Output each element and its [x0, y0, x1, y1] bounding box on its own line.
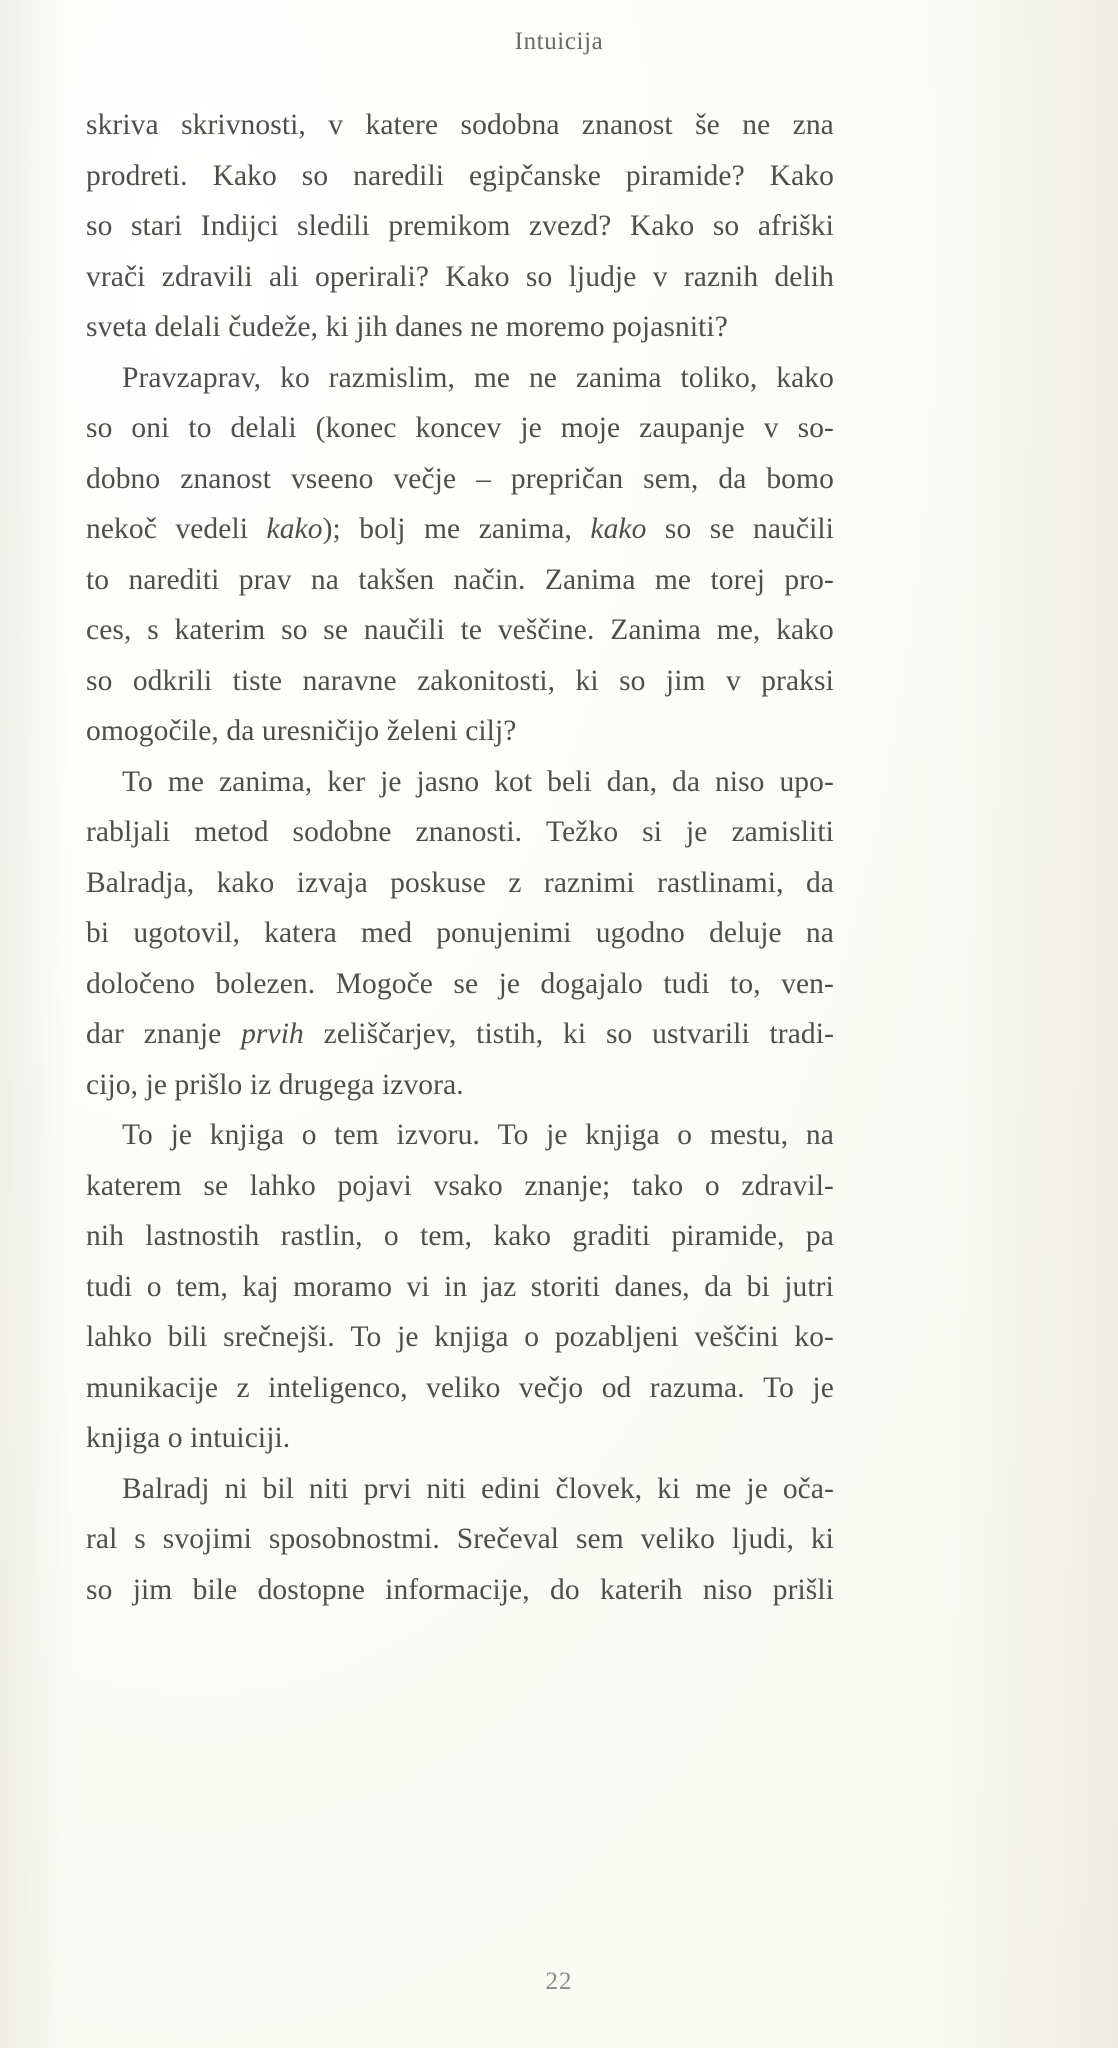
word: takšen: [358, 563, 435, 596]
word: večjo: [518, 1371, 584, 1404]
word: o: [146, 1270, 162, 1303]
text-line: [86, 151, 834, 202]
word: je: [380, 765, 402, 798]
word: je: [520, 412, 542, 444]
word: med: [360, 917, 413, 949]
word: kako: [216, 866, 275, 899]
word: me: [167, 765, 205, 798]
word: zvezd?: [528, 210, 612, 242]
word: knjiga: [209, 1119, 285, 1151]
text-line: [86, 555, 834, 606]
paragraph: [86, 757, 834, 1111]
word: v: [652, 260, 668, 293]
word: v: [328, 109, 344, 141]
word: (konec: [315, 412, 397, 444]
word: me: [654, 563, 692, 596]
word: To: [763, 1371, 795, 1404]
word: tudi: [86, 1270, 133, 1303]
page-number: 22: [545, 1968, 573, 1995]
word: oni: [131, 412, 170, 444]
word: piramide,: [671, 1220, 785, 1252]
word: je: [812, 1371, 834, 1404]
word: graditi: [572, 1220, 651, 1252]
word: jim: [665, 664, 706, 697]
word: veliko: [426, 1371, 501, 1404]
text-line: [86, 1110, 834, 1161]
word: skriva: [86, 109, 159, 141]
word: kako);: [266, 513, 341, 545]
word: ni: [224, 1472, 248, 1505]
word: zna: [792, 109, 834, 141]
word: tudi: [663, 967, 710, 1000]
text-line: [86, 807, 834, 858]
word: z: [508, 866, 522, 899]
word: mestu,: [709, 1119, 789, 1151]
word: kot: [494, 765, 533, 798]
word: jasno: [416, 765, 480, 798]
word: bi: [746, 1270, 770, 1303]
word: tiste: [232, 664, 283, 697]
word: piramide?: [625, 159, 745, 192]
word: naravne: [302, 664, 397, 697]
word: danes,: [614, 1270, 690, 1303]
word: si: [642, 816, 663, 848]
text-line: [86, 100, 834, 151]
word: dar: [86, 1018, 124, 1050]
word: To: [350, 1321, 382, 1353]
word: ker: [327, 765, 366, 798]
word: koncev: [415, 412, 502, 444]
word: vi: [406, 1270, 430, 1303]
word: sodobna: [460, 109, 560, 141]
word: svojimi: [162, 1523, 252, 1555]
word: naučili: [753, 513, 834, 545]
emphasis: kako: [590, 513, 647, 545]
word: deluje: [709, 917, 782, 949]
word: so: [86, 664, 113, 697]
word: rastlinami,: [657, 866, 784, 899]
text-line: [86, 1514, 834, 1565]
word: niti: [426, 1472, 467, 1505]
word: je: [397, 1321, 419, 1353]
word: je: [546, 1119, 568, 1151]
word: prišli: [772, 1573, 834, 1606]
word: ustvarili: [652, 1018, 750, 1050]
word: lahko: [86, 1321, 153, 1353]
word: zamisliti: [731, 816, 834, 848]
word: kako: [776, 614, 834, 646]
word: To: [497, 1119, 529, 1151]
word: se: [709, 513, 735, 545]
word: s: [134, 1523, 146, 1555]
word: na: [310, 563, 339, 596]
word: kaj: [242, 1270, 279, 1303]
word: sodobne: [292, 816, 392, 848]
text-line: [86, 1464, 834, 1515]
word: pa: [805, 1220, 834, 1252]
word: nekoč: [86, 513, 157, 545]
word: dostopne: [257, 1573, 365, 1606]
word: so: [86, 1573, 113, 1606]
text-line: [86, 908, 834, 959]
word: so: [525, 260, 553, 293]
word: pozabljeni: [554, 1321, 679, 1353]
word: na: [805, 917, 834, 949]
paragraph: [86, 100, 834, 353]
word: razmislim,: [328, 361, 455, 394]
word: ki: [575, 664, 599, 697]
word: katerem: [86, 1169, 182, 1202]
word: informacije,: [385, 1573, 530, 1606]
word: srečnejši.: [223, 1321, 335, 1353]
word: ven-: [781, 967, 834, 1000]
word: tem: [334, 1119, 379, 1151]
word: bile: [192, 1573, 238, 1606]
word: so: [619, 664, 646, 697]
word: zanima,: [478, 513, 572, 545]
word: stari: [130, 210, 183, 242]
word: lahko: [249, 1169, 316, 1202]
word: niso: [702, 1573, 753, 1606]
word: od: [601, 1371, 632, 1404]
word: nih: [86, 1220, 124, 1252]
word: egipčanske: [468, 159, 602, 192]
word: večje: [393, 462, 457, 495]
word: Mogoče: [335, 967, 433, 1000]
word: –: [476, 462, 491, 495]
word: je: [746, 1472, 768, 1505]
word: te: [460, 614, 483, 646]
word: ces,: [86, 614, 132, 646]
word: se: [453, 967, 479, 1000]
word: vrači: [86, 260, 146, 293]
word: ljudje: [568, 260, 637, 293]
word: je: [498, 967, 521, 1000]
word: [241, 1009, 304, 1060]
word: moje: [560, 412, 621, 444]
word: z: [236, 1371, 250, 1404]
word: da: [805, 866, 834, 899]
text-line: omogočile, da uresničijo želeni cilj?: [86, 715, 517, 747]
word: zanima: [575, 361, 662, 394]
word: izvoru.: [396, 1119, 480, 1151]
running-head: Intuicija: [514, 28, 604, 55]
word: naučili: [363, 614, 445, 646]
word: metod: [194, 816, 269, 848]
text-line: [86, 858, 834, 909]
text-line: cijo, je prišlo iz drugega izvora.: [86, 1068, 464, 1101]
word: v: [725, 664, 741, 697]
word: prepričan: [510, 462, 624, 495]
word: veščini: [694, 1321, 779, 1353]
word: knjiga: [585, 1119, 660, 1151]
word: tem,: [420, 1220, 473, 1252]
word: vedeli: [175, 513, 249, 545]
word: prvi: [363, 1472, 412, 1505]
word: operirali?: [315, 260, 430, 293]
text-line: [86, 403, 834, 454]
text-line: [86, 1565, 834, 1616]
word: praksi: [761, 664, 834, 697]
word: je: [170, 1119, 193, 1151]
word: ali: [268, 260, 299, 293]
word: ki: [810, 1523, 834, 1555]
word: raznimi: [543, 866, 635, 899]
word: vseeno: [290, 462, 374, 495]
word: človek,: [555, 1472, 643, 1505]
word: toliko,: [680, 361, 758, 394]
word: to,: [730, 967, 761, 1000]
word: [590, 504, 646, 555]
word: poskuse: [390, 866, 486, 899]
word: zdravil-: [741, 1169, 834, 1202]
word: premikom: [388, 210, 511, 242]
text-line: [86, 1312, 834, 1363]
word: me: [695, 1472, 732, 1505]
text-line: knjiga o intuiciji.: [86, 1422, 291, 1454]
word: katerih: [599, 1573, 683, 1606]
word: sledili: [297, 210, 370, 242]
word: dogajalo: [540, 967, 643, 1000]
word: bili: [167, 1321, 208, 1353]
word: znanje: [143, 1018, 222, 1050]
word: niti: [308, 1472, 349, 1505]
word: to: [188, 412, 212, 444]
text-line: [86, 605, 834, 656]
word: katere: [365, 109, 439, 141]
emphasis: kako: [266, 513, 323, 545]
word: zdravili: [161, 260, 253, 293]
word: zaupanje: [639, 412, 745, 444]
word: pro-: [784, 563, 834, 596]
word: kako: [493, 1220, 552, 1252]
word: še: [695, 109, 720, 141]
word: razuma.: [649, 1371, 745, 1404]
word: tistih,: [476, 1018, 544, 1050]
word: o: [677, 1119, 693, 1151]
word: način.: [453, 563, 526, 596]
word: delali: [230, 412, 297, 444]
word: izvaja: [296, 866, 368, 899]
word: prav: [238, 563, 292, 596]
text-line: [86, 1363, 834, 1414]
word: ki: [563, 1018, 587, 1050]
word: in: [444, 1270, 468, 1303]
emphasis: prvih: [241, 1018, 304, 1050]
word: določeno: [86, 967, 195, 1000]
word: kako: [776, 361, 834, 394]
word: so-: [797, 412, 834, 444]
text-line: [86, 252, 834, 303]
word: tako: [632, 1169, 684, 1202]
text-line: [86, 959, 834, 1010]
word: ko: [280, 361, 310, 394]
paragraph: [86, 1110, 834, 1464]
word: se: [323, 614, 349, 646]
word: pojavi: [337, 1169, 412, 1202]
word: o: [524, 1321, 540, 1353]
word: To: [122, 765, 153, 798]
word: edini: [481, 1472, 541, 1505]
word: bolezen.: [215, 967, 316, 1000]
word: bomo: [766, 462, 834, 495]
word: da: [671, 765, 701, 798]
word: niso: [714, 765, 765, 798]
word: me: [424, 513, 461, 545]
text-line: [86, 1262, 834, 1313]
word: ko-: [794, 1321, 834, 1353]
text-line: [86, 1009, 834, 1060]
text-line: sveta delali čudeže, ki jih danes ne moremo pojasniti?: [86, 311, 728, 343]
word: znanost: [581, 109, 673, 141]
word: zanima,: [219, 765, 313, 798]
word: inteligenco,: [268, 1371, 408, 1404]
word: tem,: [175, 1270, 228, 1303]
text-line: [86, 454, 834, 505]
word: ljudi,: [731, 1523, 794, 1555]
word: Balradj: [122, 1472, 210, 1505]
word: To: [122, 1119, 153, 1151]
word: torej: [710, 563, 766, 596]
word: znanost: [180, 462, 272, 495]
word: bi: [86, 917, 110, 949]
word: bolj: [359, 513, 406, 545]
word: upo-: [779, 765, 834, 798]
word: jaz: [481, 1270, 517, 1303]
word: tradi-: [769, 1018, 834, 1050]
word: ugotovil,: [133, 917, 240, 949]
word: ne: [742, 109, 771, 141]
word: je: [686, 816, 708, 848]
text-line: [86, 656, 834, 707]
word: so: [281, 614, 308, 646]
word: naredili: [353, 159, 445, 192]
word: odkrili: [132, 664, 213, 697]
word: rastlin,: [280, 1220, 363, 1252]
text-line: [86, 1161, 834, 1212]
word: so: [86, 210, 113, 242]
paragraph: [86, 1464, 834, 1616]
word: do: [550, 1573, 580, 1606]
word: jutri: [784, 1270, 834, 1303]
word: Balradja,: [86, 866, 195, 899]
paragraph: [86, 353, 834, 757]
word: ponujenimi: [436, 917, 572, 949]
word: delih: [774, 260, 834, 293]
word: me,: [716, 614, 761, 646]
word: Težko: [546, 816, 619, 848]
word: zeliščarjev,: [323, 1018, 457, 1050]
word: ral: [86, 1523, 118, 1555]
word: storiti: [530, 1270, 601, 1303]
word: so: [301, 159, 329, 192]
word: raznih: [683, 260, 759, 293]
word: Kako: [630, 210, 695, 242]
word: sposobnostmi.: [268, 1523, 440, 1555]
word: lastnostih: [145, 1220, 260, 1252]
word: Zanima: [610, 614, 701, 646]
word: dobno: [86, 462, 161, 495]
word: ugodno: [595, 917, 685, 949]
word: veliko: [640, 1523, 715, 1555]
body-text: [86, 100, 834, 1615]
word: na: [805, 1119, 834, 1151]
word: da: [718, 462, 747, 495]
word: o: [301, 1119, 317, 1151]
word: zakonitosti,: [417, 664, 556, 697]
word: me: [473, 361, 511, 394]
word: so: [605, 1018, 633, 1050]
word: prodreti.: [86, 159, 188, 192]
word: munikacije: [86, 1371, 219, 1404]
word: vsako: [433, 1169, 503, 1202]
word: so: [712, 210, 740, 242]
word: Zanima: [544, 563, 636, 596]
word: knjiga: [434, 1321, 509, 1353]
word: ne: [528, 361, 557, 394]
word: katerim: [174, 614, 266, 646]
word: o: [704, 1169, 720, 1202]
word: narediti: [128, 563, 220, 596]
word: katera: [264, 917, 337, 949]
word: Srečeval: [456, 1523, 560, 1555]
word: sem,: [643, 462, 699, 495]
word: o: [383, 1220, 399, 1252]
word: sem: [575, 1523, 624, 1555]
word: Kako: [445, 260, 510, 293]
text-line: [86, 201, 834, 252]
word: Indijci: [200, 210, 279, 242]
word: rabljali: [86, 816, 171, 848]
word: to: [86, 563, 110, 596]
word: ki: [657, 1472, 681, 1505]
word: da: [704, 1270, 733, 1303]
word: so: [664, 513, 692, 545]
word: dan,: [606, 765, 658, 798]
word: se: [203, 1169, 229, 1202]
word: znanosti.: [415, 816, 523, 848]
word: moramo: [293, 1270, 393, 1303]
text-line: [86, 353, 834, 404]
word: bil: [262, 1472, 294, 1505]
word: afriški: [757, 210, 834, 242]
word: v: [763, 412, 779, 444]
text-line: [86, 757, 834, 808]
word: skrivnosti,: [181, 109, 306, 141]
word: Pravzaprav,: [122, 361, 262, 394]
word: Kako: [769, 159, 834, 192]
word: jim: [132, 1573, 173, 1606]
word: Kako: [212, 159, 277, 192]
word: s: [147, 614, 159, 646]
word: beli: [547, 765, 592, 798]
word: veščine.: [497, 614, 595, 646]
word: so: [86, 412, 113, 444]
word: znanje;: [524, 1169, 611, 1202]
text-line: [86, 504, 834, 555]
text-line: [86, 1211, 834, 1262]
word: oča-: [782, 1472, 834, 1505]
